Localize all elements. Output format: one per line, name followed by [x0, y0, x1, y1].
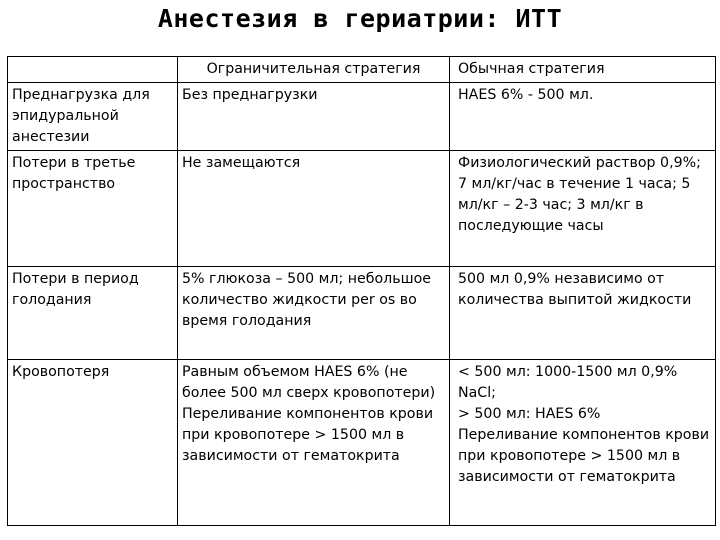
- usual-cell: [450, 360, 716, 526]
- cell-text: Равным объемом HAES 6% (не более 500 мл сверх кровопотери): [182, 364, 436, 401]
- header-empty-cell: [8, 57, 178, 83]
- header-usual-strategy: Обычная стратегия: [450, 57, 716, 83]
- usual-cell: [450, 83, 716, 151]
- cell-text: Переливание компонентов крови при кровопотере > 1500 мл в зависимости от гематокрита: [182, 406, 434, 464]
- cell-text: 500 мл 0,9% независимо от количества выпитой жидкости: [458, 271, 692, 308]
- table-row: [8, 360, 716, 526]
- cell-text: Без преднагрузки: [182, 87, 318, 103]
- table-header-row: [8, 57, 716, 83]
- usual-cell: [450, 267, 716, 360]
- table-row: [8, 267, 716, 360]
- restrictive-cell: [178, 151, 450, 267]
- row-label: Потери в период голодания: [8, 267, 178, 360]
- cell-text: Физиологический раствор 0,9%; 7 мл/кг/час в течение 1 часа; 5 мл/кг – 2-3 час; 3 мл/кг в последующие часы: [458, 155, 701, 234]
- cell-text: Переливание компонентов крови при кровопотере > 1500 мл в зависимости от гематокрита: [458, 427, 710, 485]
- restrictive-cell: [178, 83, 450, 151]
- cell-text: 5% глюкоза – 500 мл; небольшое количество жидкости per os во время голодания: [182, 271, 431, 329]
- cell-text: > 500 мл: HAES 6%: [458, 406, 601, 422]
- cell-text: Не замещаются: [182, 155, 301, 171]
- usual-cell: [450, 151, 716, 267]
- row-label: Преднагрузка для эпидуральной анестезии: [8, 83, 178, 151]
- table-row: [8, 83, 716, 151]
- restrictive-cell: [178, 267, 450, 360]
- strategy-table: [7, 56, 716, 526]
- row-label: Потери в третье пространство: [8, 151, 178, 267]
- row-label: Кровопотеря: [8, 360, 178, 526]
- table-row: [8, 151, 716, 267]
- page-title: Анестезия в гериатрии: ИТТ: [157, 4, 563, 33]
- cell-text: HAES 6% - 500 мл.: [458, 87, 594, 103]
- cell-text: < 500 мл: 1000-1500 мл 0,9% NaCl;: [458, 364, 678, 401]
- restrictive-cell: [178, 360, 450, 526]
- header-restrictive-strategy: Ограничительная стратегия: [178, 57, 450, 83]
